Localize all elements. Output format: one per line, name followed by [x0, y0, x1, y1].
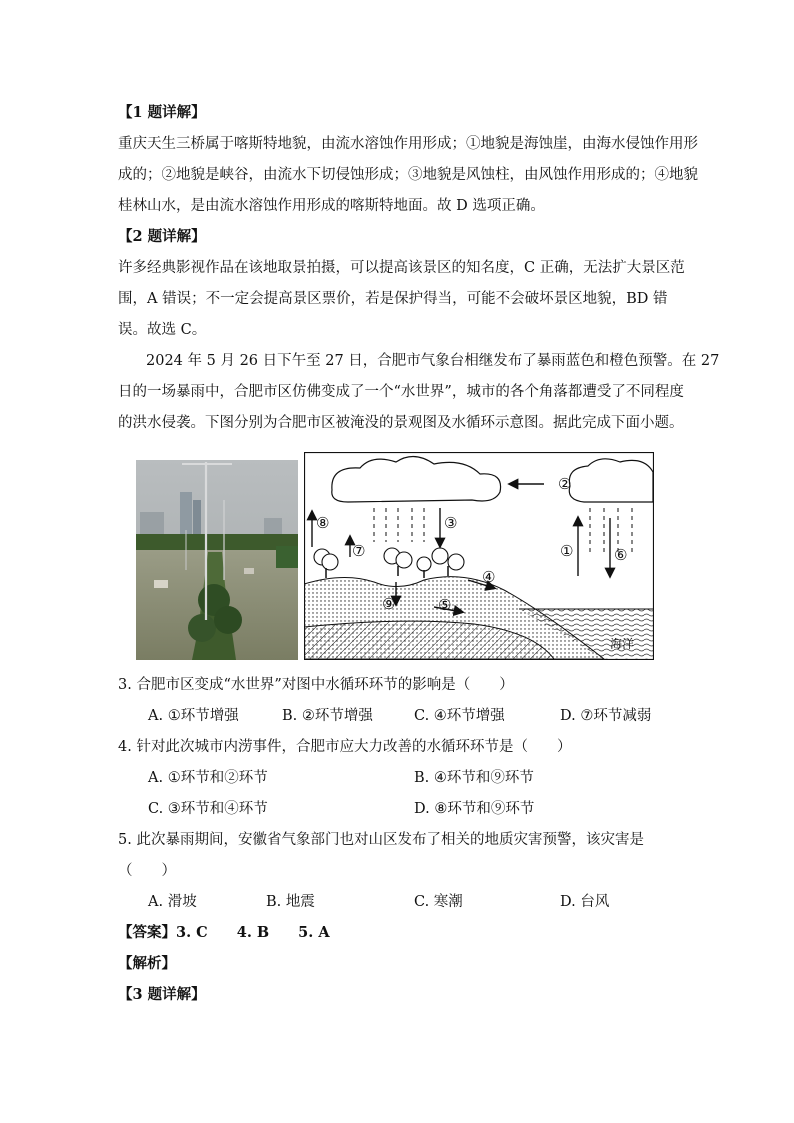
- q2-text-line: 围，A 错误；不一定会提高景区票价，若是保护得当，可能不会破坏景区地貌，BD 错: [118, 291, 668, 307]
- q1-text-line: 桂林山水，是由流水溶蚀作用形成的喀斯特地面。故 D 选项正确。: [118, 198, 545, 214]
- ocean-label: 海洋: [610, 637, 635, 651]
- question-3-option-a[interactable]: A. ①环节增强: [148, 708, 239, 724]
- question-3-option-b[interactable]: B. ②环节增强: [282, 708, 373, 724]
- label-9: ⑨: [382, 595, 396, 613]
- analysis-heading: 【解析】: [118, 955, 176, 972]
- question-3-option-c[interactable]: C. ④环节增强: [414, 708, 505, 724]
- q1-heading: 【1 题详解】: [118, 104, 206, 121]
- question-4-option-b[interactable]: B. ④环节和⑨环节: [414, 770, 534, 786]
- question-3-option-d[interactable]: D. ⑦环节减弱: [560, 708, 652, 724]
- label-5: ⑤: [438, 596, 452, 614]
- q1-text-line: 重庆天生三桥属于喀斯特地貌，由流水溶蚀作用形成；①地貌是海蚀崖，由海水侵蚀作用形: [118, 136, 698, 152]
- intro-text-line: 2024 年 5 月 26 日下午至 27 日，合肥市气象台相继发布了暴雨蓝色和橙色预警。在 27: [146, 353, 720, 369]
- q2-text-line: 许多经典影视作品在该地取景拍摄，可以提高该景区的知名度，C 正确，无法扩大景区范: [118, 260, 685, 276]
- q2-text-line: 误。故选 C。: [118, 322, 207, 338]
- question-5-option-c[interactable]: C. 寒潮: [414, 894, 463, 910]
- answer-line: 【答案】3. C 4. B 5. A: [118, 924, 330, 941]
- label-1: ①: [560, 542, 574, 560]
- question-4-option-d[interactable]: D. ⑧环节和⑨环节: [414, 801, 535, 817]
- water-cycle-diagram: [304, 452, 654, 660]
- intro-text-line: 日的一场暴雨中，合肥市区仿佛变成了一个“水世界”，城市的各个角落都遭受了不同程度: [118, 384, 684, 400]
- question-5-option-a[interactable]: A. 滑坡: [148, 894, 197, 910]
- label-2: ②: [558, 475, 572, 493]
- q1-text-line: 成的；②地貌是峡谷，由流水下切侵蚀形成；③地貌是风蚀柱，由风蚀作用形成的；④地貌: [118, 167, 698, 183]
- label-3: ③: [444, 514, 458, 532]
- question-3-stem: 3. 合肥市区变成“水世界”对图中水循环环节的影响是（ ）: [118, 677, 514, 693]
- label-8: ⑧: [316, 514, 330, 532]
- figure: [136, 452, 654, 660]
- question-5-stem: 5. 此次暴雨期间，安徽省气象部门也对山区发布了相关的地质灾害预警，该灾害是: [118, 832, 644, 848]
- flooded-city-photo: [136, 460, 298, 660]
- q3-heading: 【3 题详解】: [118, 986, 206, 1003]
- question-4-stem: 4. 针对此次城市内涝事件，合肥市应大力改善的水循环环节是（ ）: [118, 739, 572, 755]
- label-4: ④: [482, 568, 496, 586]
- question-4-option-c[interactable]: C. ③环节和④环节: [148, 801, 268, 817]
- question-5-stem-continued: （ ）: [118, 863, 176, 879]
- intro-text-line: 的洪水侵袭。下图分别为合肥市区被淹没的景观图及水循环示意图。据此完成下面小题。: [118, 415, 684, 431]
- q2-heading: 【2 题详解】: [118, 228, 206, 245]
- question-4-option-a[interactable]: A. ①环节和②环节: [148, 770, 268, 786]
- question-5-option-d[interactable]: D. 台风: [560, 894, 610, 910]
- question-5-option-b[interactable]: B. 地震: [266, 894, 315, 910]
- label-6: ⑥: [614, 546, 628, 564]
- label-7: ⑦: [352, 542, 366, 560]
